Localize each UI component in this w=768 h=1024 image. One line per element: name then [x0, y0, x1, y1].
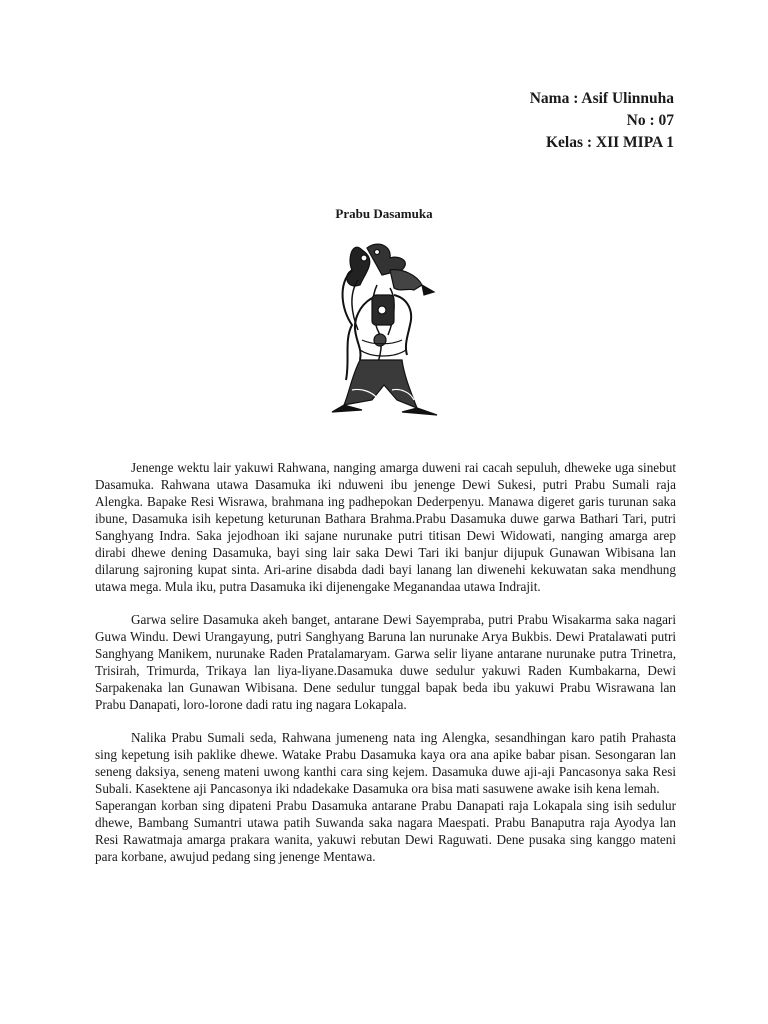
- page-title: Prabu Dasamuka: [335, 206, 433, 221]
- paragraph-1: Jenenge wektu lair yakuwi Rahwana, nanging amarga duweni rai cacah sepuluh, dheweke uga sinebut Dasamuka. Rahwana utawa Dasamuka iki nduweni ibu jenenge Dewi Sukesi, putri Prabu Sumali raja Alengka. Bapake Resi Wisrawa, brahmana ing padhepokan Dederpenyu. Manawa digeret garis turunan saka ibune, Dasamuka isih kepetung keturunan Bathara Brahma.Prabu Dasamuka duwe garwa Bathari Tari, putri Sanghyang Indra. Saka jejodhoan iki sajane nurunake putri titisan Dewi Widowati, nanging amarga arep dirabi dhewe dening Dasamuka, bayi sing lair saka Dewi Tari iki banjur dijupuk Gunawan Wibisana lan dilarung sajroning kupat sinta. Ari-arine disabda dadi bayi lanang lan diwenehi kekuwatan saka mendhung utawa mega. Mula iku, putra Dasamuka iki dijenengake Meganandaa utawa Indrajit.: [95, 460, 676, 594]
- student-number: No : 07: [626, 112, 674, 129]
- paragraph-3: Nalika Prabu Sumali seda, Rahwana jumeneng nata ing Alengka, sesandhingan karo patih Prahasta sing kepetung isih paklike dhewe. Watake Prabu Dasamuka kaya ora ana apike babar pisan. Sesongaran lan seneng daksiya, seneng mateni uwong kanthi cara sing kejem. Dasamuka duwe aji-aji Pancasonya saka Resi Subali. Kasektene aji Pancasonya iki ndadekake Dasamuka ora bisa mati sasuwene awake isih kena lemah.: [95, 730, 676, 796]
- wayang-figure-icon: [322, 240, 447, 420]
- student-info-block: [530, 88, 674, 154]
- paragraph-2: Garwa selire Dasamuka akeh banget, antarane Dewi Sayempraba, putri Prabu Wisakarma saka nagari Guwa Windu. Dewi Urangayung, putri Sanghyang Baruna lan nurunake Arya Bukbis. Dewi Pratalawati putri Sanghyang Manikem, nurunake Raden Pratalamaryam. Garwa selir liyane antarane nurunake putra Trinetra, Trisirah, Trimurda, Trikaya lan liya-liyane.Dasamuka duwe sedulur yakuwi Raden Kumbakarna, Dewi Sarpakenaka lan Gunawan Wibisana. Dene sedulur tunggal bapak beda ibu yakuwi Prabu Wisrawana lan Prabu Danapati, loro-lorone dadi ratu ing nagara Lokapala.: [95, 612, 676, 712]
- student-name: Nama : Asif Ulinnuha: [529, 90, 674, 107]
- article-body: [95, 459, 676, 865]
- paragraph-4: Saperangan korban sing dipateni Prabu Dasamuka antarane Prabu Danapati raja Lokapala sing isih sedulur dhewe, Bambang Sumantri utawa patih Suwanda saka nagara Maespati. Prabu Banaputra raja Ayodya lan Resi Rawatmaja amarga prakara wanita, yakuwi rebutan Dewi Raguwati. Dene pusaka sing kanggo mateni para korbane, awujud pedang sing jenenge Mentawa.: [95, 798, 676, 864]
- student-class: Kelas : XII MIPA 1: [545, 134, 674, 151]
